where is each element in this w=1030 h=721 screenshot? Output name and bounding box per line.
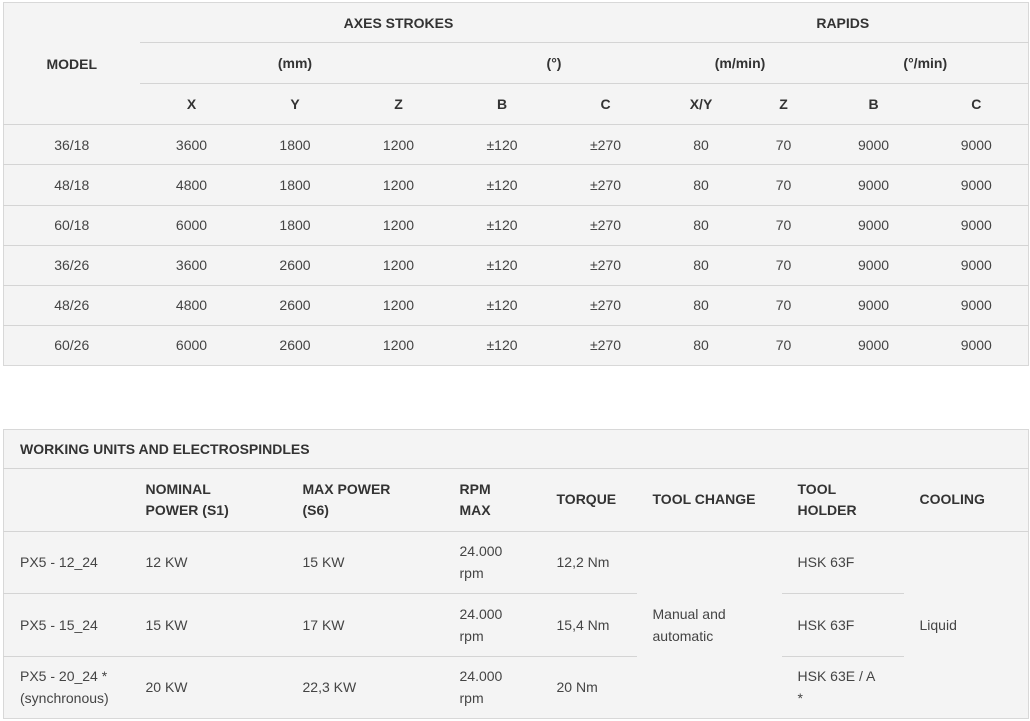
cell-z-rapid: 70 xyxy=(745,285,823,325)
rapids-header: RAPIDS xyxy=(816,14,870,31)
cell-z-rapid: 70 xyxy=(745,125,823,165)
cell-c-rapid: 9000 xyxy=(925,325,1029,365)
axes-strokes-table xyxy=(3,2,1029,366)
model-header: MODEL xyxy=(46,55,98,72)
cell-model: 48/26 xyxy=(4,285,140,325)
cell-tool-holder-line: HSK 63E / A xyxy=(797,668,876,685)
header-row-2 xyxy=(4,43,1029,84)
cell-y: 1800 xyxy=(244,125,347,165)
cell-z-rapid: 70 xyxy=(745,205,823,245)
col-x: X xyxy=(140,84,244,125)
cell-c: ±270 xyxy=(554,245,658,285)
cell-torque-line: 15,4 Nm xyxy=(556,616,610,633)
cell-b-rapid: 9000 xyxy=(823,205,925,245)
col-c: C xyxy=(554,84,658,125)
cell-nominal-power-line: 15 KW xyxy=(145,616,188,633)
cell-model-line: PX5 - 15_24 xyxy=(20,616,98,633)
cell-torque xyxy=(541,656,637,718)
nominal-power-header-l2: POWER (S1) xyxy=(145,501,229,518)
units-title-row xyxy=(4,430,1029,469)
cell-rpm-max-line: 24.000 xyxy=(459,605,503,622)
cell-model: 36/26 xyxy=(4,245,140,285)
table-row xyxy=(4,325,1029,365)
cell-b-rapid: 9000 xyxy=(823,285,925,325)
col-xy-rapid: X/Y xyxy=(658,84,745,125)
cell-tool-change-line: automatic xyxy=(652,627,714,644)
cell-x: 3600 xyxy=(140,125,244,165)
unit-mm: (mm) xyxy=(140,43,451,84)
col-z-rapid: Z xyxy=(745,84,823,125)
cell-z: 1200 xyxy=(347,325,451,365)
cell-tool-holder xyxy=(782,656,904,718)
cell-max-power xyxy=(287,531,444,593)
cell-y: 2600 xyxy=(244,325,347,365)
cell-c: ±270 xyxy=(554,205,658,245)
col-y: Y xyxy=(244,84,347,125)
table-row xyxy=(4,531,1029,593)
cooling-header: COOLING xyxy=(904,469,1029,531)
tool-holder-header-l2: HOLDER xyxy=(797,501,857,518)
cell-c-rapid: 9000 xyxy=(925,125,1029,165)
cell-rpm-max-line: rpm xyxy=(459,627,484,644)
cell-tool-holder xyxy=(782,531,904,593)
tool-holder-header xyxy=(782,469,904,531)
cell-model: 60/18 xyxy=(4,205,140,245)
cell-rpm-max xyxy=(444,531,541,593)
torque-header: TORQUE xyxy=(541,469,637,531)
cell-b-rapid: 9000 xyxy=(823,325,925,365)
cell-tool-holder xyxy=(782,594,904,656)
cell-b: ±120 xyxy=(451,325,554,365)
cell-z: 1200 xyxy=(347,245,451,285)
working-units-table xyxy=(3,429,1029,719)
model-col-header xyxy=(4,469,130,531)
cell-x: 6000 xyxy=(140,205,244,245)
rpm-max-header-l2: MAX xyxy=(459,501,491,518)
cell-torque xyxy=(541,531,637,593)
cell-x: 4800 xyxy=(140,285,244,325)
cell-rpm-max xyxy=(444,656,541,718)
cell-b: ±120 xyxy=(451,205,554,245)
rpm-max-header-l1: RPM xyxy=(459,480,491,497)
table-row xyxy=(4,205,1029,245)
tool-holder-header-l1: TOOL xyxy=(797,480,837,497)
cell-nominal-power-line: 20 KW xyxy=(145,679,188,696)
cell-b: ±120 xyxy=(451,245,554,285)
cell-nominal-power-line: 12 KW xyxy=(145,554,188,571)
cell-z-rapid: 70 xyxy=(745,165,823,205)
units-header-row xyxy=(4,469,1029,531)
cell-max-power-line: 17 KW xyxy=(302,616,345,633)
unit-degmin: (°/min) xyxy=(823,43,1029,84)
cell-z-rapid: 70 xyxy=(745,245,823,285)
cell-nominal-power xyxy=(130,531,287,593)
cell-tool-change-line: Manual and xyxy=(652,605,726,622)
max-power-header xyxy=(287,469,444,531)
cell-nominal-power xyxy=(130,656,287,718)
cell-c: ±270 xyxy=(554,285,658,325)
cell-cooling xyxy=(904,531,1029,718)
cell-b: ±120 xyxy=(451,285,554,325)
cell-xy-rapid: 80 xyxy=(658,285,745,325)
cell-torque xyxy=(541,594,637,656)
cell-y: 1800 xyxy=(244,205,347,245)
cell-c-rapid: 9000 xyxy=(925,165,1029,205)
cell-z-rapid: 70 xyxy=(745,325,823,365)
max-power-header-l1: MAX POWER xyxy=(302,480,391,497)
cell-c: ±270 xyxy=(554,325,658,365)
table-row xyxy=(4,594,1029,656)
cell-model: 60/26 xyxy=(4,325,140,365)
cell-b-rapid: 9000 xyxy=(823,125,925,165)
table-row xyxy=(4,165,1029,205)
cell-model xyxy=(4,531,130,593)
table-row xyxy=(4,245,1029,285)
unit-deg: (°) xyxy=(451,43,658,84)
cell-xy-rapid: 80 xyxy=(658,245,745,285)
cell-cooling-line: Liquid xyxy=(919,616,957,633)
col-b: B xyxy=(451,84,554,125)
cell-c-rapid: 9000 xyxy=(925,205,1029,245)
cell-max-power xyxy=(287,656,444,718)
cell-b: ±120 xyxy=(451,125,554,165)
nominal-power-header xyxy=(130,469,287,531)
col-b-rapid: B xyxy=(823,84,925,125)
cell-z: 1200 xyxy=(347,205,451,245)
cell-model xyxy=(4,656,130,718)
table-row xyxy=(4,125,1029,165)
cell-z: 1200 xyxy=(347,165,451,205)
max-power-header-l2: (S6) xyxy=(302,501,329,518)
cell-model-line: PX5 - 12_24 xyxy=(20,554,98,571)
axes-strokes-header: AXES STROKES xyxy=(343,14,454,31)
cell-c: ±270 xyxy=(554,165,658,205)
tool-change-header: TOOL CHANGE xyxy=(637,469,782,531)
cell-y: 2600 xyxy=(244,285,347,325)
cell-max-power-line: 22,3 KW xyxy=(302,679,357,696)
cell-x: 6000 xyxy=(140,325,244,365)
cell-c: ±270 xyxy=(554,125,658,165)
cell-z: 1200 xyxy=(347,285,451,325)
cell-x: 4800 xyxy=(140,165,244,205)
cell-b: ±120 xyxy=(451,165,554,205)
cell-rpm-max-line: 24.000 xyxy=(459,668,503,685)
cell-model-line: (synchronous) xyxy=(20,690,109,707)
table-row xyxy=(4,285,1029,325)
cell-tool-change xyxy=(637,531,782,718)
cell-rpm-max xyxy=(444,594,541,656)
rpm-max-header xyxy=(444,469,541,531)
cell-tool-holder-line: HSK 63F xyxy=(797,616,855,633)
cell-xy-rapid: 80 xyxy=(658,325,745,365)
units-table-title: WORKING UNITS AND ELECTROSPINDLES xyxy=(4,430,1029,469)
cell-model xyxy=(4,594,130,656)
header-row-1 xyxy=(4,3,1029,43)
cell-model-line: PX5 - 20_24 * xyxy=(20,668,108,685)
cell-torque-line: 12,2 Nm xyxy=(556,554,610,571)
table-row xyxy=(4,656,1029,718)
nominal-power-header-l1: NOMINAL xyxy=(145,480,211,497)
cell-rpm-max-line: rpm xyxy=(459,690,484,707)
cell-x: 3600 xyxy=(140,245,244,285)
cell-tool-holder-line: HSK 63F xyxy=(797,554,855,571)
cell-max-power-line: 15 KW xyxy=(302,554,345,571)
col-c-rapid: C xyxy=(925,84,1029,125)
cell-rpm-max-line: 24.000 xyxy=(459,543,503,560)
cell-b-rapid: 9000 xyxy=(823,245,925,285)
unit-mmin: (m/min) xyxy=(658,43,823,84)
cell-xy-rapid: 80 xyxy=(658,205,745,245)
cell-max-power xyxy=(287,594,444,656)
cell-z: 1200 xyxy=(347,125,451,165)
cell-model: 48/18 xyxy=(4,165,140,205)
cell-torque-line: 20 Nm xyxy=(556,679,598,696)
cell-tool-holder-line: * xyxy=(797,690,803,707)
cell-y: 1800 xyxy=(244,165,347,205)
cell-xy-rapid: 80 xyxy=(658,165,745,205)
cell-rpm-max-line: rpm xyxy=(459,565,484,582)
cell-model: 36/18 xyxy=(4,125,140,165)
cell-b-rapid: 9000 xyxy=(823,165,925,205)
cell-xy-rapid: 80 xyxy=(658,125,745,165)
header-row-3 xyxy=(4,84,1029,125)
col-z: Z xyxy=(347,84,451,125)
cell-nominal-power xyxy=(130,594,287,656)
cell-c-rapid: 9000 xyxy=(925,285,1029,325)
cell-c-rapid: 9000 xyxy=(925,245,1029,285)
cell-y: 2600 xyxy=(244,245,347,285)
